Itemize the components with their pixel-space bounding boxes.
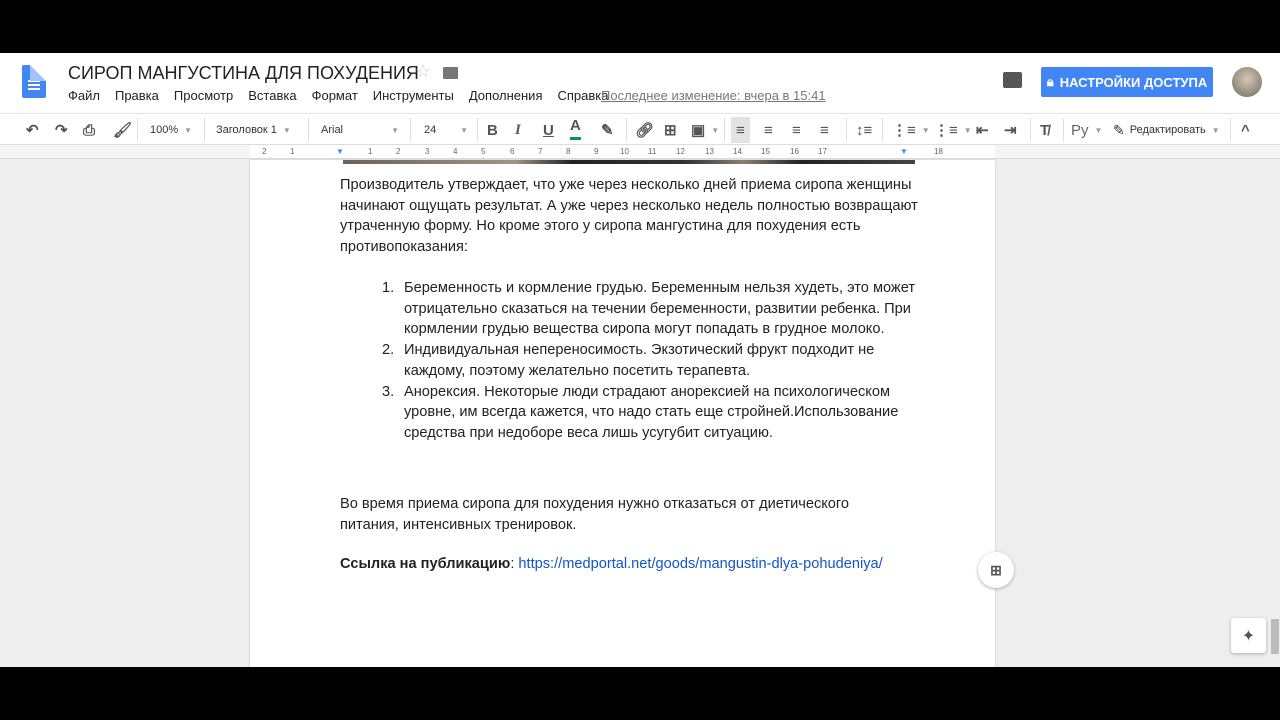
menu-edit[interactable]: Правка: [114, 88, 159, 103]
folder-icon[interactable]: [443, 67, 458, 79]
align-center-icon[interactable]: ≡: [764, 121, 773, 139]
print-icon[interactable]: ⎙: [83, 121, 96, 139]
menu-tools[interactable]: Инструменты: [372, 88, 454, 103]
list-item: 3. Анорексия. Некоторые люди страдают анорексией на психологическом уровне, им всегда кажется, что надо стать еще стройней.Использование средства при недоборе веса лишь усугубит ситуацию.: [382, 383, 899, 441]
paint-format-icon[interactable]: 🖌︎: [113, 122, 133, 139]
list-item: 2. Индивидуальная непереносимость. Экзотический фрукт подходит не каждому, поэтому желательно посетить терапевта.: [382, 342, 875, 379]
line-spacing-icon[interactable]: ↕≡: [856, 121, 873, 139]
right-indent-marker[interactable]: ▼: [900, 147, 908, 156]
comments-icon[interactable]: [1003, 72, 1022, 88]
document-title[interactable]: СИРОП МАНГУСТИНА ДЛЯ ПОХУДЕНИЯ: [68, 63, 419, 83]
font-select[interactable]: Arial ▼: [321, 124, 399, 136]
publication-link[interactable]: https://medportal.net/goods/mangustin-dlya-pohudeniya/: [518, 556, 883, 572]
text-color-icon[interactable]: A: [570, 114, 581, 140]
menu-file[interactable]: Файл: [68, 88, 100, 103]
left-indent-marker[interactable]: ▼: [336, 147, 344, 156]
menu-view[interactable]: Просмотр: [173, 88, 234, 103]
style-select[interactable]: Заголовок 1 ▼: [216, 124, 291, 136]
undo-icon[interactable]: ↶: [26, 122, 39, 139]
underline-icon[interactable]: U: [543, 121, 554, 139]
lock-icon: 🔒︎: [1046, 74, 1054, 89]
align-right-icon[interactable]: ≡: [792, 121, 801, 139]
menu-format[interactable]: Формат: [311, 88, 358, 103]
last-edit-link[interactable]: Последнее изменение: вчера в 15:41: [601, 88, 826, 103]
share-label: НАСТРОЙКИ ДОСТУПА: [1059, 74, 1208, 90]
bold-icon[interactable]: B: [487, 121, 498, 139]
justify-icon[interactable]: ≡: [820, 121, 829, 139]
decrease-indent-icon[interactable]: ⇤: [976, 122, 989, 139]
pencil-icon: ✎: [1113, 121, 1125, 138]
scrollbar[interactable]: [1271, 619, 1279, 654]
menu-addons[interactable]: Дополнения: [468, 88, 543, 103]
redo-icon[interactable]: ↷: [55, 122, 68, 139]
collapse-toolbar-icon[interactable]: ^: [1241, 121, 1250, 139]
avatar[interactable]: [1232, 67, 1262, 97]
google-docs-app: [0, 53, 1280, 667]
menu-insert[interactable]: Вставка: [248, 88, 297, 103]
add-comment-button[interactable]: ⊞: [978, 552, 1014, 588]
menu-bar: [68, 88, 623, 103]
link-icon[interactable]: 🔗︎: [635, 122, 655, 139]
numbered-list: [340, 278, 918, 444]
italic-icon[interactable]: I: [515, 121, 521, 138]
image-icon[interactable]: ▣ ▼: [691, 122, 720, 139]
document-page[interactable]: [250, 160, 995, 667]
star-icon[interactable]: ☆: [415, 61, 432, 81]
highlight-icon[interactable]: ✎: [601, 122, 614, 139]
embedded-image[interactable]: [343, 160, 915, 164]
font-size-select[interactable]: 24 ▼: [424, 124, 468, 136]
editing-mode-button[interactable]: ✎ Редактировать ▼: [1113, 121, 1220, 138]
add-comment-icon[interactable]: ⊞: [664, 122, 677, 139]
explore-button[interactable]: ✦: [1231, 618, 1266, 653]
paragraph: Производитель утверждает, что уже через несколько дней приема сиропа женщины начинают ощущать результат. А уже через несколько недель полностью возвращают утраченную форму. Но кроме этого у сиропа мангустина для похудения есть противопоказания:: [340, 177, 918, 256]
input-tools-button[interactable]: Ру ▼: [1071, 121, 1103, 139]
toolbar: [0, 113, 1280, 145]
menu-help[interactable]: Справка: [557, 88, 609, 103]
clear-formatting-icon[interactable]: T̸: [1040, 121, 1050, 139]
list-item: 1. Беременность и кормление грудью. Беременным нельзя худеть, это может отрицательно сказаться на течении беременности, развитии ребенка. При кормлении грудью вещества сиропа могут попадать в грудное молоко.: [382, 280, 916, 338]
bulleted-list-icon[interactable]: ⋮≡ ▼: [934, 122, 972, 139]
share-button[interactable]: [1041, 67, 1213, 97]
docs-logo-icon[interactable]: [22, 65, 46, 98]
ruler[interactable]: 2 1 ▼ 1 2 3 4 5 6 7 8 9 10 11 12 13 14 15 16 17 ▼ 18: [0, 145, 1280, 159]
numbered-list-icon[interactable]: ⋮≡ ▼: [892, 122, 930, 139]
align-left-icon[interactable]: ≡: [731, 117, 750, 143]
zoom-select[interactable]: 100% ▼: [150, 124, 193, 136]
source-line: Ссылка на публикацию: https://medportal.net/goods/mangustin-dlya-pohudeniya/: [340, 556, 883, 572]
increase-indent-icon[interactable]: ⇥: [1004, 122, 1017, 139]
header: [0, 53, 1280, 113]
paragraph: Во время приема сиропа для похудения нужно отказаться от диетического питания, интенсивных тренировок.: [340, 496, 850, 533]
